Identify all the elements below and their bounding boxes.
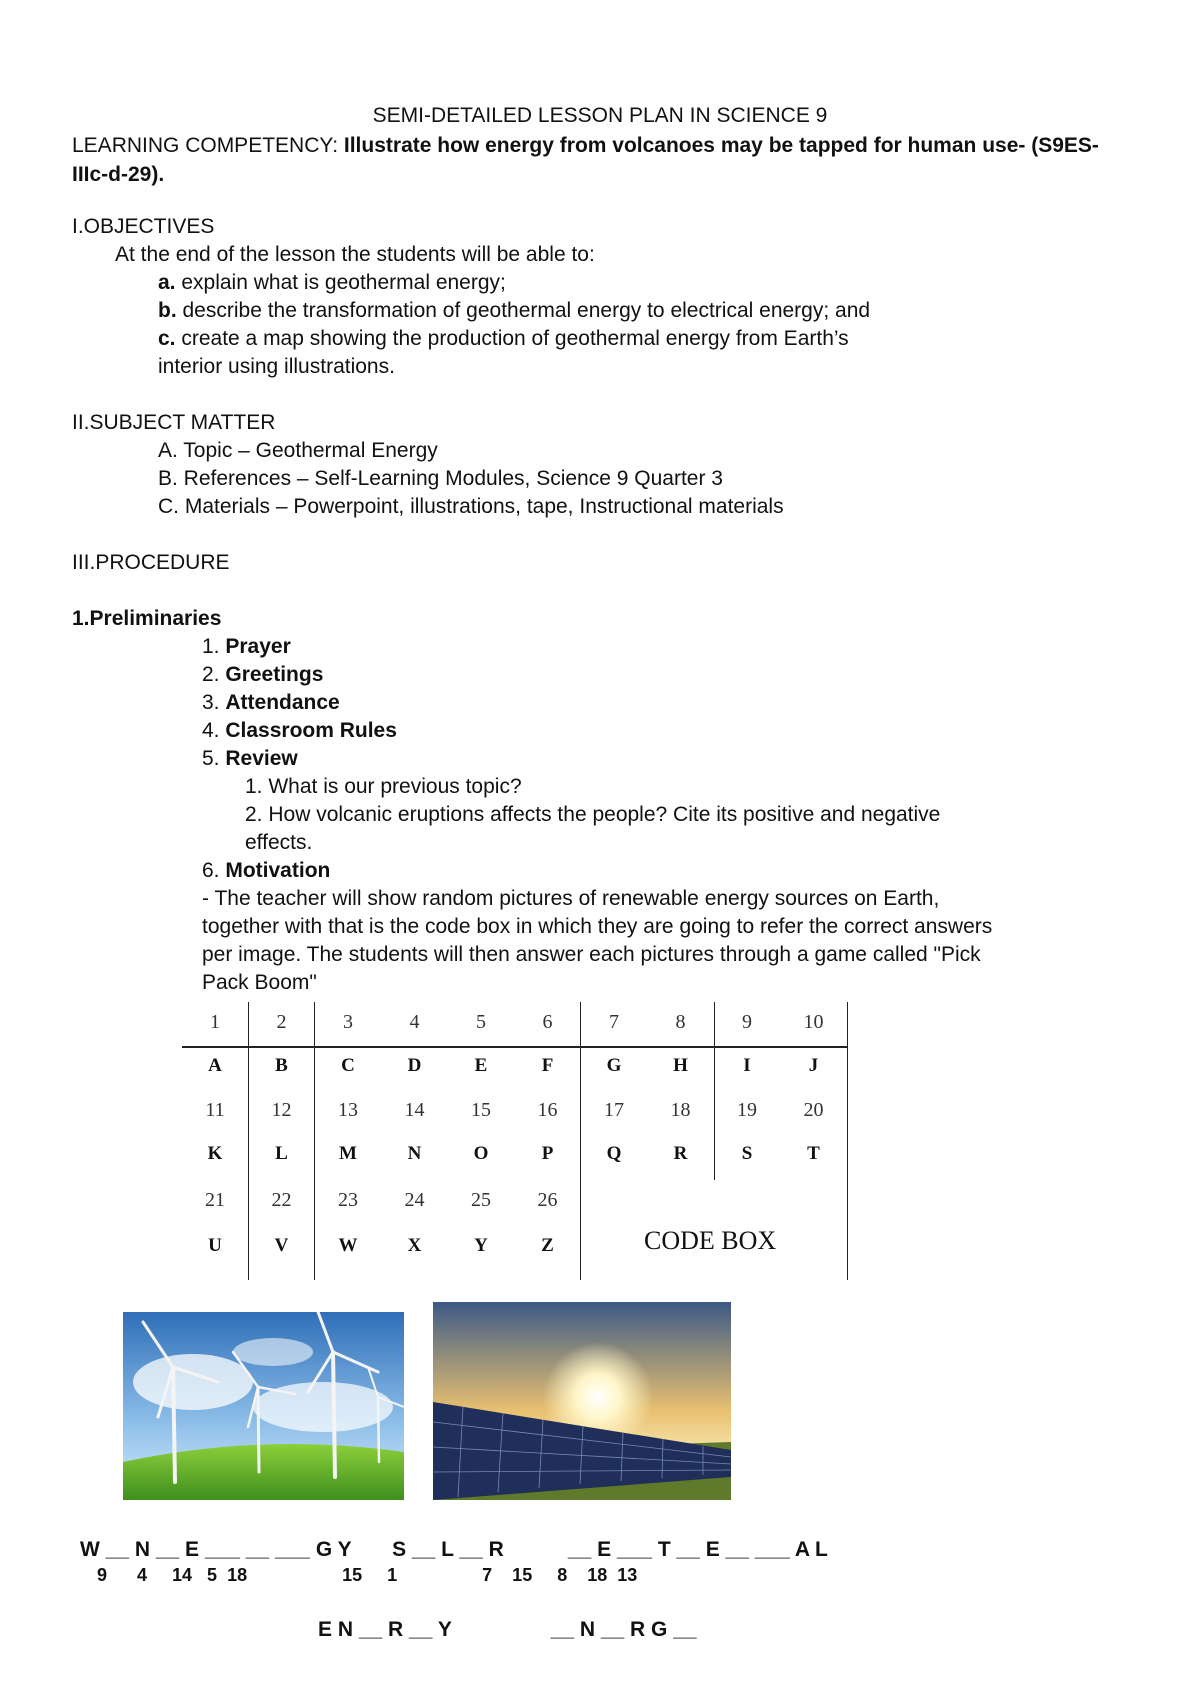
- code-letter: X: [407, 1235, 422, 1256]
- code-letter: E: [474, 1055, 488, 1076]
- table-rule: [847, 1002, 848, 1280]
- subject-references: B. References – Self-Learning Modules, Science 9 Quarter 3: [158, 467, 723, 490]
- code-letter: Z: [541, 1235, 554, 1256]
- code-number: 11: [205, 1099, 225, 1121]
- motivation-line: Pack Boom": [202, 971, 317, 994]
- code-letter: H: [673, 1055, 688, 1076]
- objective-letter: a.: [158, 271, 176, 294]
- code-number: 24: [404, 1189, 425, 1211]
- objective-a: [158, 270, 506, 296]
- code-number: 10: [803, 1011, 824, 1033]
- code-letter: A: [208, 1055, 222, 1076]
- code-letter: W: [338, 1235, 358, 1256]
- code-number: 25: [471, 1189, 491, 1211]
- code-letter: Q: [606, 1143, 622, 1164]
- step-label: Review: [225, 747, 298, 770]
- code-number: 26: [537, 1189, 558, 1211]
- code-number: 21: [205, 1189, 225, 1211]
- preliminaries-heading: 1.Preliminaries: [72, 607, 222, 630]
- code-number: 7: [609, 1011, 619, 1033]
- procedure-heading: III.PROCEDURE: [72, 551, 230, 574]
- code-letter: U: [208, 1235, 222, 1256]
- objective-text: explain what is geothermal energy;: [175, 271, 506, 294]
- step-attendance: [202, 690, 340, 716]
- step-prayer: [202, 634, 291, 660]
- step-classroom-rules: [202, 718, 397, 744]
- motivation-line: - The teacher will show random pictures of renewable energy sources on Earth,: [202, 887, 940, 910]
- code-letter: D: [407, 1055, 422, 1076]
- objective-letter: c.: [158, 327, 176, 350]
- wind-turbines-icon: [123, 1312, 404, 1500]
- code-number: 14: [404, 1099, 425, 1121]
- step-label: Motivation: [225, 859, 331, 882]
- code-number: 1: [210, 1011, 220, 1033]
- competency-text: Illustrate how energy from volcanoes may be tapped for human use- (S9ES-IIIc-d-29).: [72, 134, 1099, 186]
- step-number: 5.: [202, 747, 226, 770]
- puzzle-line-1: W __ N __ E ___ __ ___ G Y S __ L __ R __ E ___ T __ E __ ___ A L: [80, 1538, 828, 1561]
- objective-c: [158, 326, 849, 352]
- solar-panels-icon: [433, 1302, 731, 1500]
- step-label: Greetings: [225, 663, 324, 686]
- step-number: 3.: [202, 691, 226, 714]
- code-letter: V: [274, 1235, 289, 1256]
- review-question-2: 2. How volcanic eruptions affects the people? Cite its positive and negative: [245, 803, 941, 826]
- code-letter: F: [541, 1055, 554, 1076]
- code-number: 4: [409, 1011, 420, 1033]
- code-letter: R: [673, 1143, 688, 1164]
- review-question-1: 1. What is our previous topic?: [245, 775, 522, 798]
- code-letter: J: [808, 1055, 819, 1076]
- subject-matter-heading: II.SUBJECT MATTER: [72, 411, 276, 434]
- code-number: 16: [537, 1099, 558, 1121]
- page-title: SEMI-DETAILED LESSON PLAN IN SCIENCE 9: [372, 104, 828, 127]
- code-letter: B: [275, 1055, 288, 1076]
- step-greetings: [202, 662, 323, 688]
- objectives-intro: At the end of the lesson the students will be able to:: [115, 243, 595, 266]
- code-letter: T: [807, 1143, 820, 1164]
- step-number: 2.: [202, 663, 226, 686]
- code-letter: N: [407, 1143, 422, 1164]
- code-letter: I: [743, 1055, 751, 1076]
- code-number: 12: [271, 1099, 292, 1121]
- step-number: 6.: [202, 859, 226, 882]
- objective-text: create a map showing the production of geothermal energy from Earth’s: [175, 327, 849, 350]
- code-number: 17: [604, 1099, 624, 1121]
- objective-b: [158, 298, 870, 324]
- competency-label: LEARNING COMPETENCY:: [72, 134, 344, 157]
- puzzle-line-2: E N __ R __ Y __ N __ R G __: [318, 1618, 697, 1641]
- wind-turbines-photo: [123, 1312, 404, 1500]
- code-number: 9: [742, 1011, 752, 1033]
- code-number: 20: [803, 1099, 824, 1121]
- learning-competency: [72, 131, 1132, 189]
- code-number: 22: [271, 1189, 292, 1211]
- code-letter: L: [275, 1143, 288, 1164]
- code-number: 19: [737, 1099, 757, 1121]
- code-letter: Y: [474, 1235, 488, 1256]
- step-label: Classroom Rules: [225, 719, 397, 742]
- objectives-heading: I.OBJECTIVES: [72, 215, 215, 238]
- code-number: 15: [471, 1099, 491, 1121]
- step-number: 4.: [202, 719, 226, 742]
- step-label: Prayer: [225, 635, 291, 658]
- code-number: 2: [276, 1011, 287, 1033]
- code-number: 18: [670, 1099, 691, 1121]
- step-label: Attendance: [225, 691, 340, 714]
- code-letter: C: [341, 1055, 355, 1076]
- code-number: 5: [476, 1011, 486, 1033]
- table-rule: [182, 1046, 848, 1048]
- subject-materials: C. Materials – Powerpoint, illustrations, tape, Instructional materials: [158, 495, 784, 518]
- objective-text: describe the transformation of geothermal energy to electrical energy; and: [176, 299, 871, 322]
- step-motivation: [202, 858, 330, 884]
- motivation-line: per image. The students will then answer each pictures through a game called "Pick: [202, 943, 981, 966]
- code-box-table: [182, 1002, 848, 1280]
- solar-panels-photo: [433, 1302, 731, 1500]
- motivation-line: together with that is the code box in which they are going to refer the correct answers: [202, 915, 993, 938]
- puzzle-numbers-1: 9 4 14 5 18 15 1 7 15 8 18 13: [97, 1565, 638, 1585]
- step-number: 1.: [202, 635, 226, 658]
- code-letter: S: [741, 1143, 753, 1164]
- code-number: 23: [338, 1189, 358, 1211]
- code-letter: M: [339, 1143, 357, 1164]
- code-number: 6: [542, 1011, 553, 1033]
- code-number: 8: [675, 1011, 686, 1033]
- objective-letter: b.: [158, 299, 177, 322]
- code-box-title: CODE BOX: [644, 1226, 777, 1255]
- code-number: 13: [338, 1099, 358, 1121]
- subject-topic: A. Topic – Geothermal Energy: [158, 439, 438, 462]
- objective-c-continuation: interior using illustrations.: [158, 355, 395, 378]
- step-review: [202, 746, 298, 772]
- code-letter: K: [207, 1143, 223, 1164]
- code-letter: O: [473, 1143, 489, 1164]
- review-question-2-continuation: effects.: [245, 831, 313, 854]
- code-letter: G: [606, 1055, 622, 1076]
- code-letter: P: [541, 1143, 554, 1164]
- code-number: 3: [343, 1011, 353, 1033]
